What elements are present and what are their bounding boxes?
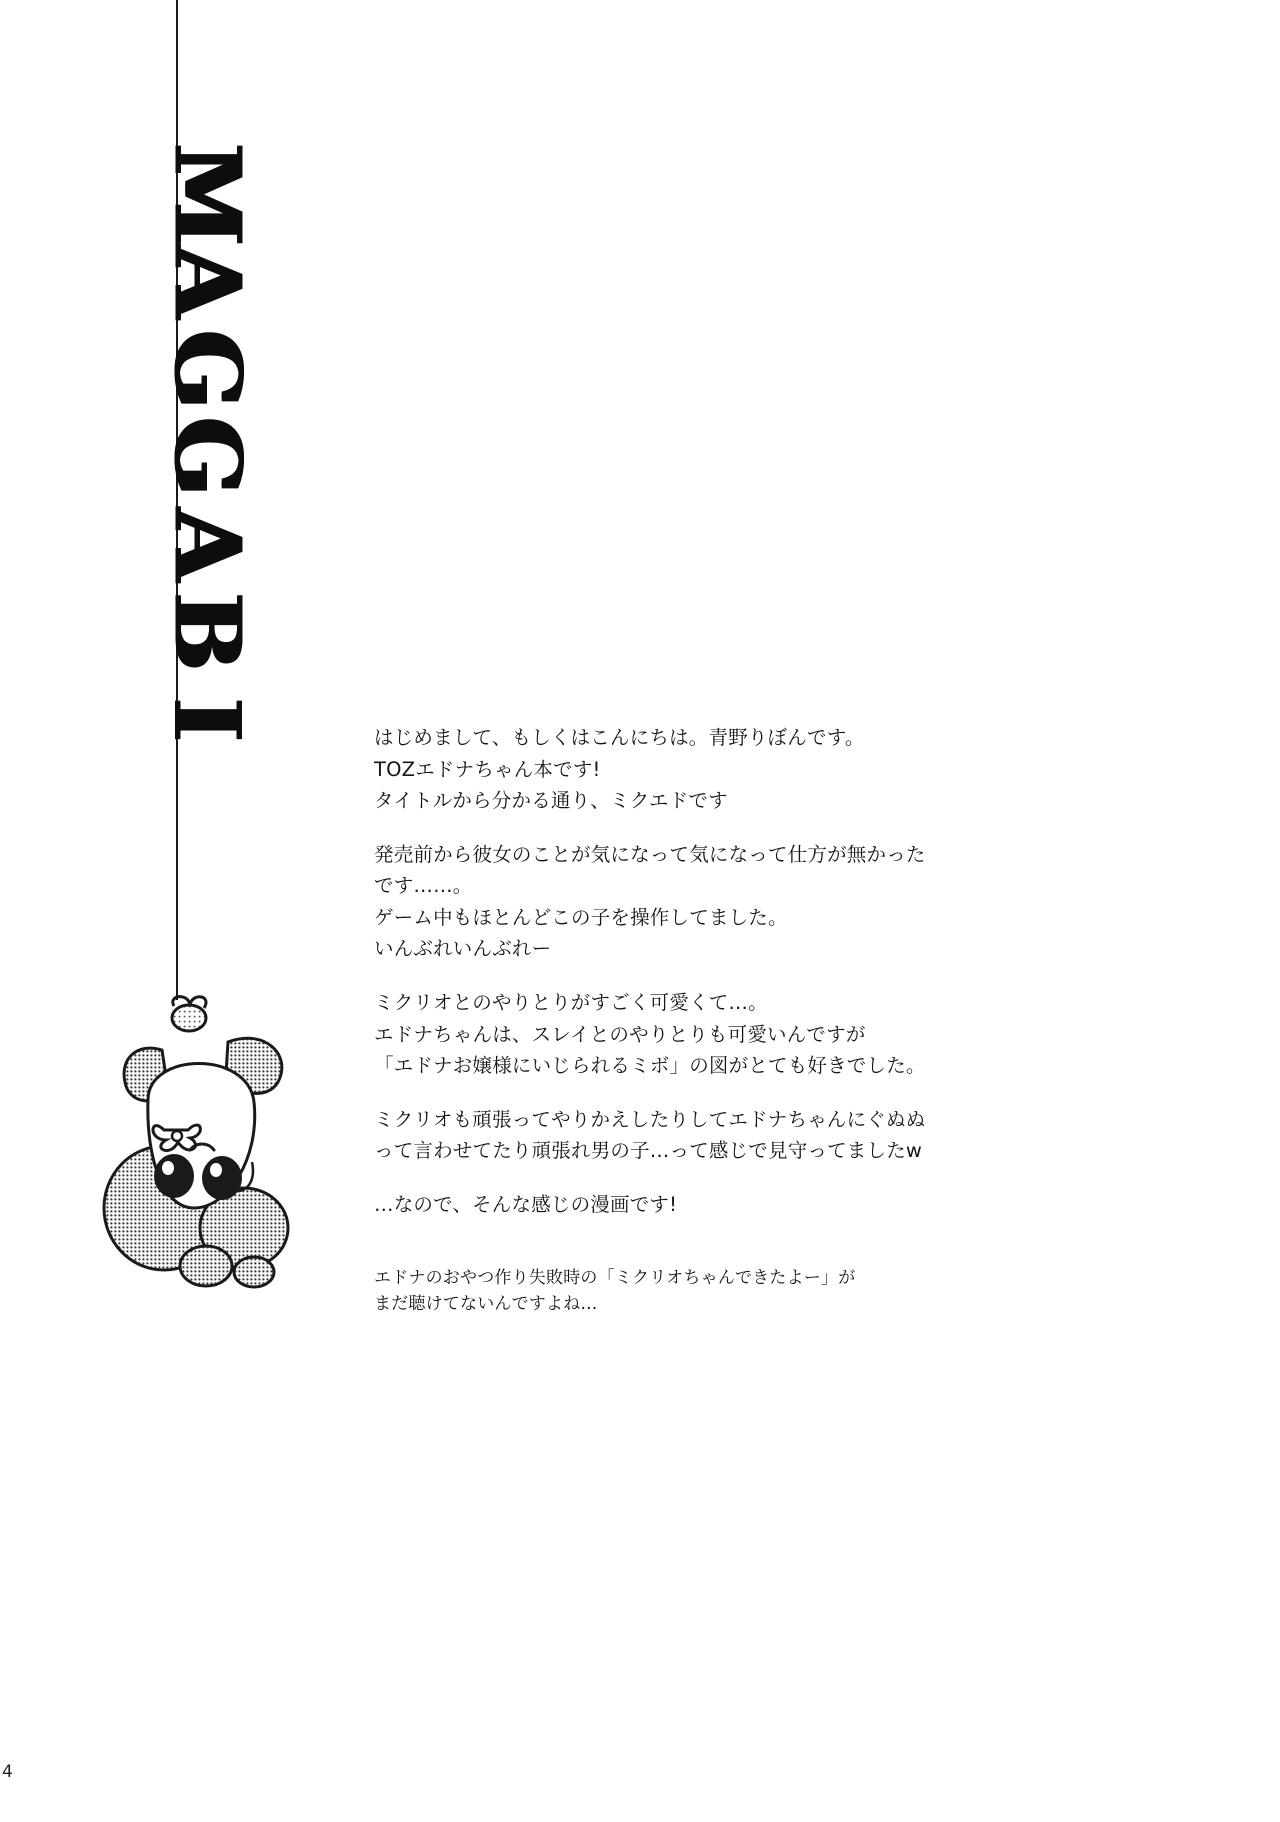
- afterword-line: ゲーム中もほとんどこの子を操作してました。: [374, 905, 788, 929]
- page-number: 4: [2, 1762, 13, 1782]
- afterword-text: [374, 722, 1074, 1339]
- title-letter: A: [153, 508, 262, 579]
- afterword-line: はじめまして、もしくはこんにちは。青野りぼんです。: [374, 726, 865, 749]
- afterword-line: です……。: [374, 874, 473, 898]
- title-letter: M: [153, 143, 262, 244]
- title-letter: A: [153, 246, 262, 316]
- afterword-line: エドナちゃんは、スレイとのやりとりも可愛いんですが: [374, 1022, 866, 1046]
- afterword-paragraph-3: [374, 987, 1074, 1082]
- title-letter: G: [153, 417, 262, 495]
- afterword-line: ミクリオとのやりとりがすごく可愛くて…。: [374, 991, 768, 1015]
- afterword-paragraph-intro: [374, 722, 1074, 817]
- doll-svg: [78, 990, 348, 1320]
- afterword-line: 「エドナお嬢様にいじられるミボ」の図がとても好きでした。: [374, 1054, 926, 1078]
- afterword-line: …なので、そんな感じの漫画です!: [374, 1192, 678, 1216]
- title-letter: G: [153, 330, 262, 407]
- afterword-paragraph-4: [374, 1104, 1074, 1167]
- afterword-paragraph-6: [374, 1265, 1074, 1318]
- afterword-paragraph-2: [374, 839, 1074, 965]
- hanging-plush-doll-illustration: [78, 990, 348, 1320]
- afterword-line: って言わせてたり頑張れ男の子…って感じで見守ってましたw: [374, 1139, 923, 1163]
- vertical-title: [112, 143, 302, 830]
- title-letter: B: [153, 593, 262, 669]
- title-letter: I: [153, 697, 262, 739]
- afterword-line: タイトルから分かる通り、ミクエドです: [374, 789, 728, 813]
- afterword-line: TOZエドナちゃん本です!: [374, 757, 601, 781]
- afterword-line: エドナのおやつ作り失敗時の「ミクリオちゃんできたよー」が: [374, 1267, 856, 1288]
- afterword-paragraph-5: [374, 1189, 1074, 1221]
- afterword-line: ミクリオも頑張ってやりかえしたりしてエドナちゃんにぐぬぬ: [374, 1107, 926, 1131]
- afterword-line: いんぶれいんぶれー: [374, 937, 552, 961]
- afterword-line: 発売前から彼女のことが気になって気になって仕方が無かった: [374, 842, 926, 866]
- spacer: [374, 1243, 1074, 1265]
- afterword-line: まだ聴けてないんですよね…: [374, 1293, 598, 1314]
